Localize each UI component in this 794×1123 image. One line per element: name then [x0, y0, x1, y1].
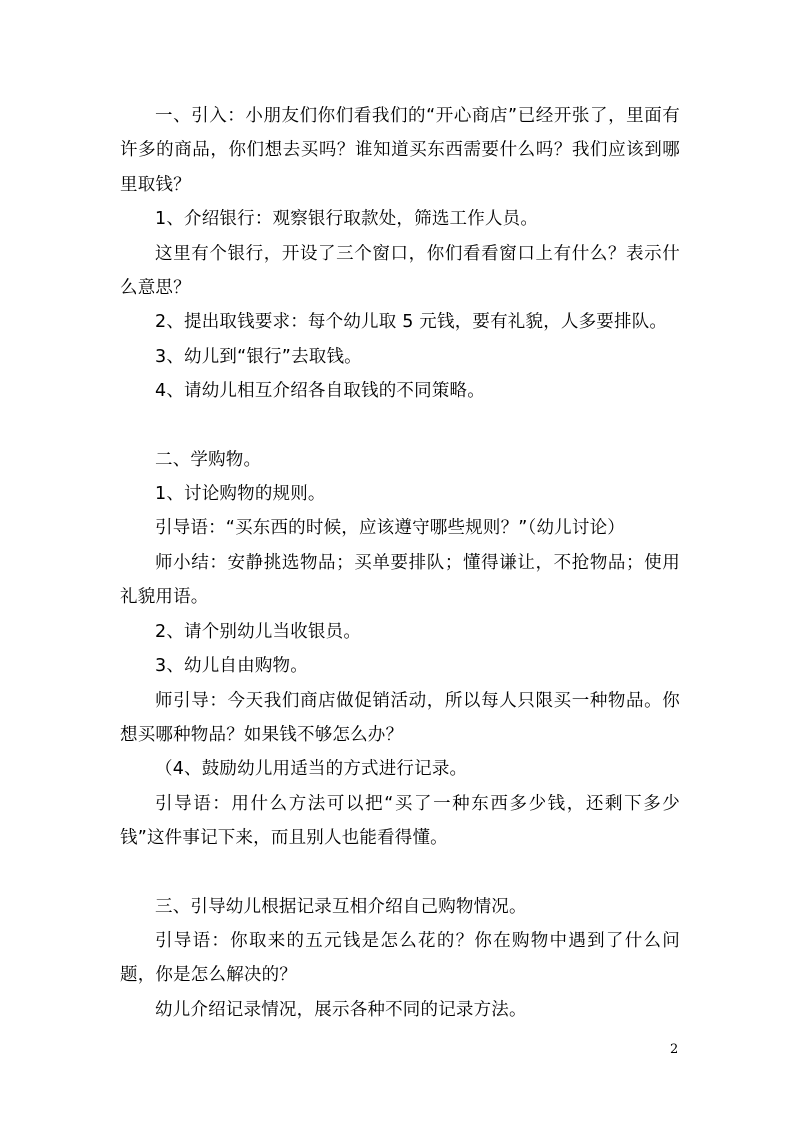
step-paragraph: 2、请个别幼儿当收银员。: [155, 621, 362, 642]
step-paragraph: 3、幼儿自由购物。: [155, 656, 308, 677]
section-heading-shopping: 二、学购物。: [155, 449, 262, 470]
section-heading-intro: 一、引入：小朋友们你们看我们的“开心商店”已经开张了，里面有许多的商品，你们想去买吗？谁知道买东西需要什么吗？我们应该到哪里取钱？: [120, 106, 680, 195]
body-paragraph: 引导语：你取来的五元钱是怎么花的？你在购物中遇到了什么问题，你是怎么解决的？: [120, 930, 680, 986]
step-paragraph: 2、提出取钱要求：每个幼儿取 5 元钱，要有礼貌，人多要排队。: [155, 312, 668, 333]
body-paragraph: 引导语：“买东西的时候，应该遵守哪些规则？”（幼儿讨论）: [155, 518, 625, 539]
document-body: [120, 99, 680, 1027]
step-paragraph: 1、介绍银行：观察银行取款处，筛选工作人员。: [155, 209, 539, 230]
step-paragraph: 1、讨论购物的规则。: [155, 484, 326, 505]
section-heading-review: 三、引导幼儿根据记录互相介绍自己购物情况。: [155, 896, 527, 917]
page-number: 2: [670, 1042, 679, 1057]
body-paragraph: 师引导：今天我们商店做促销活动，所以每人只限买一种物品。你想买哪种物品？如果钱不够怎么办？: [120, 690, 680, 745]
step-paragraph: 3、幼儿到“银行”去取钱。: [155, 346, 362, 367]
body-paragraph: 师小结：安静挑选物品；买单要排队；懂得谦让，不抢物品；使用礼貌用语。: [120, 552, 680, 608]
body-paragraph: 幼儿介绍记录情况，展示各种不同的记录方法。: [155, 999, 527, 1020]
section-spacer: [120, 409, 680, 443]
body-paragraph: 这里有个银行，开设了三个窗口，你们看看窗口上有什么？表示什么意思？: [120, 243, 680, 299]
section-spacer: [120, 856, 680, 890]
body-paragraph: 引导语：用什么方法可以把“买了一种东西多少钱，还剩下多少钱”这件事记下来，而且别人也能看得懂。: [120, 793, 680, 849]
step-paragraph: 4、请幼儿相互介绍各自取钱的不同策略。: [155, 381, 485, 402]
step-paragraph: （4、鼓励幼儿用适当的方式进行记录。: [155, 759, 468, 780]
